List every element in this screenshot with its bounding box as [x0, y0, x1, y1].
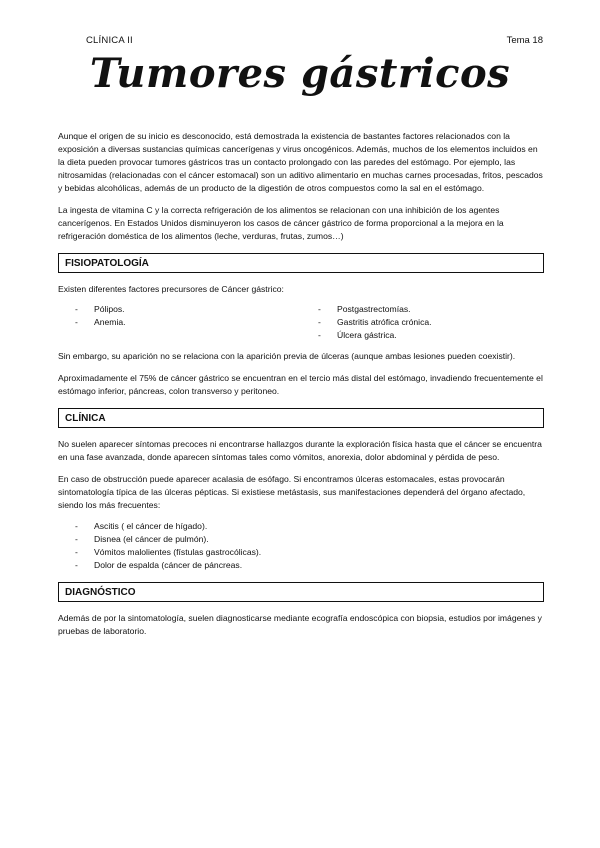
- fisiopatologia-lead: Existen diferentes factores precursores de Cáncer gástrico:: [58, 284, 284, 294]
- list-item: - Úlcera gástrica.: [301, 329, 544, 342]
- list-item: - Dolor de espalda (cáncer de páncreas.: [58, 559, 544, 572]
- clinica-paragraph-2: En caso de obstrucción puede aparecer acalasia de esófago. Si encontramos úlceras estomacales, estas provocarán sintomatología típica de las úlceras pépticas. Si existiese metástasis, sus manifestaciones dependerá del órgano afectado, siendo los más frecuentes:: [58, 474, 526, 510]
- list-item: - Anemia.: [58, 316, 301, 329]
- list-item: - Pólipos.: [58, 303, 301, 316]
- list-item: - Postgastrectomías.: [301, 303, 544, 316]
- precursor-factor-columns: [58, 303, 544, 342]
- metastasis-list: [58, 520, 544, 572]
- header-subject: CLÍNICA II: [86, 35, 133, 46]
- section-heading-fisiopatologia: FISIOPATOLOGÍA: [58, 253, 544, 273]
- intro-paragraph-1: Aunque el origen de su inicio es desconocido, está demostrada la existencia de bastantes factores relacionados con la exposición a diversas sustancias químicas cancerígenas y virus oncogénicos. Además, muchos de los elementos incluidos en la dieta pueden provocar tumores gástricos tras un contacto prolongado con las paredes del estómago. Por ejemplo, las nitrosamidas (relacionadas con el cáncer estomacal) son un aditivo alimentario en muchas carnes procesadas, fritos, pescados y bebidas alcohólicas, además de un producto de la digestión de otros compuestos como la sal en el estómago.: [58, 131, 543, 193]
- document-body: [58, 130, 544, 638]
- list-item: - Vómitos malolientes (fístulas gastrocólicas).: [58, 546, 544, 559]
- fisiopatologia-paragraph-1: Sin embargo, su aparición no se relaciona con la aparición previa de úlceras (aunque ambas lesiones pueden coexistir).: [58, 351, 516, 361]
- fisiopatologia-paragraph-2: Aproximadamente el 75% de cáncer gástrico se encuentran en el tercio más distal del estómago, invadiendo frecuentemente el estómago inferior, páncreas, colon transverso y peritoneo.: [58, 373, 543, 396]
- clinica-paragraph-1: No suelen aparecer síntomas precoces ni encontrarse hallazgos durante la exploración física hasta que el cáncer se encuentra en una fase avanzada, donde aparecen síntomas tales como vómitos, anorexia, dolor abdominal y pérdida de peso.: [58, 439, 542, 462]
- page-title: Tumores gástricos: [89, 50, 511, 97]
- section-heading-diagnostico: DIAGNÓSTICO: [58, 582, 544, 602]
- list-item: - Gastritis atrófica crónica.: [301, 316, 544, 329]
- precursor-list-right: [301, 303, 544, 342]
- section-heading-clinica: CLÍNICA: [58, 408, 544, 428]
- intro-paragraph-2: La ingesta de vitamina C y la correcta refrigeración de los alimentos se relacionan con una inhibición de los agentes cancerígenos. En Estados Unidos disminuyeron los casos de cáncer gástrico de forma proporcional a la mejora en la refrigeración doméstica de los alimentos (leche, verduras, frutas, zumos…): [58, 205, 504, 241]
- diagnostico-paragraph-1: Además de por la sintomatología, suelen diagnosticarse mediante ecografía endoscópica con biopsia, estudios por imágenes y pruebas de laboratorio.: [58, 613, 542, 636]
- list-item: - Disnea (el cáncer de pulmón).: [58, 533, 544, 546]
- list-item: - Ascitis ( el cáncer de hígado).: [58, 520, 544, 533]
- header-topic: Tema 18: [506, 35, 543, 46]
- precursor-list-left: [58, 303, 301, 329]
